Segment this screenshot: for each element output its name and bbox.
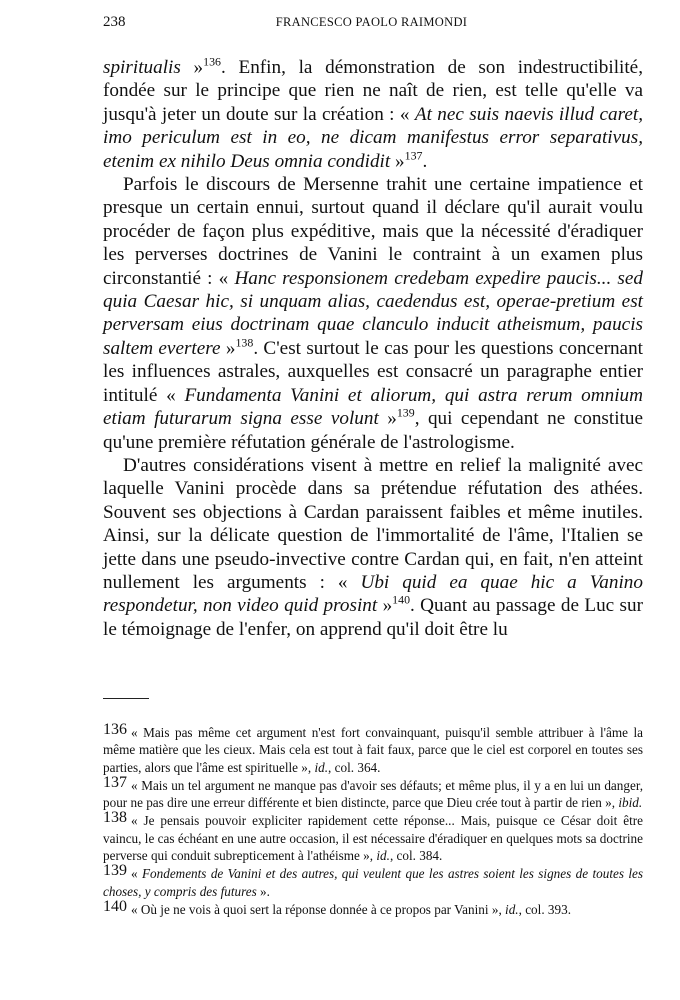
footnote-ref: 136 — [203, 54, 221, 69]
footnote-number: 139 — [103, 862, 127, 880]
footnote-ref: 139 — [396, 405, 415, 420]
footnote-ref: 138 — [235, 335, 254, 350]
footnote: 139 « Fondements de Vanini et des autres, qui veulent que les astres soient les signes de toutes les choses, y compris des futures ». — [103, 862, 644, 899]
footnote-number: 137 — [103, 773, 127, 791]
footnote-ref: 140 — [392, 592, 411, 607]
footnote: 137 « Mais un tel argument ne manque pas d'avoir ses défauts; et même plus, il y a en lui un danger, pour ne pas dire une erreur différente et bien distincte, parce que Dieu crée tout à partir de rien », ibid. — [103, 773, 643, 811]
footnote-number: 138 — [103, 809, 127, 827]
paragraph: Parfois le discours de Mersenne trahit une certaine impatience et presque un certain ennui, surtout quand il déclare qu'il aurait voulu procéder de façon plus expéditive, mais que la nécessité d'éradiquer les perverses doctrines de Vanini le contraint à un examen plus circonstantié : « Hanc responsionem credebam expedire paucis... sed quia Caesar hic, si unquam alias, caedendus est, operae-pretium est perversam eius doctrinam quae clanculo inducit atheismum, paucis saltem evertere »$^{138}$. C'est surtout le cas pour les questions concernant les influences astrales, auxquelles est consacré un paragraphe entier intitulé « Fundamenta Vanini et aliorum, qui astra rerum omnium etiam futurarum signa esse volunt »$^{139}$, qui cependant ne constitue qu'une première réfutation générale de l'astrologisme. — [103, 174, 644, 453]
footnote-ref: 137 — [404, 148, 423, 163]
page-number: 238 — [103, 14, 126, 30]
footnotes — [103, 721, 644, 919]
footnote-number: 136 — [103, 721, 127, 738]
footnote: 140 « Où je ne vois à quoi sert la réponse donnée à ce propos par Vanini », id., col. 393. — [103, 897, 571, 917]
paragraph: spiritualis »$^{136}$. Enfin, la démonstration de son indestructibilité, fondée sur le principe que rien ne naît de rien, est telle qu'elle va jusqu'à jeter un doute sur la création : « At nec suis naevis illud caret, imo periculum est in eo, ne dicam manifestus error separativus, etenim ex nihilo Deus omnia condidit »$^{137}$. — [103, 54, 643, 172]
main-text — [103, 56, 643, 641]
footnote: 138 « Je pensais pouvoir expliciter rapidement cette réponse... Mais, puisque ce César doit être vaincu, le cas échéant en une autre occasion, il est nécessaire d'éradiquer en quelques mots sa doctrine perverse qui conduit subrepticement à l'athéisme », id., col. 384. — [103, 809, 643, 864]
page-header — [103, 14, 640, 38]
running-head: FRANCESCO PAOLO RAIMONDI — [275, 15, 468, 29]
paragraph: D'autres considérations visent à mettre en relief la malignité avec laquelle Vanini procède dans sa prétendue réfutation des athées. Souvent ses objections à Cardan paraissent faibles et même inutiles. Ainsi, sur la délicate question de l'immortalité de l'âme, l'Italien se jette dans une pseudo-invective contre Cardan qui, en fait, n'en atteint nullement les arguments : « Ubi quid ea quae hic a Vanino respondetur, non video quid prosint »$^{140}$. Quant au passage de Luc sur le témoignage de l'enfer, on apprend qu'il doit être lu — [103, 454, 643, 640]
footnote-separator — [103, 698, 149, 699]
footnote: 136 « Mais pas même cet argument n'est fort convainquant, puisqu'il semble attribuer à l'âme la même matière que les cieux. Mais cela est tout à fait faux, parce que le ciel est corporel en toutes ses parties, alors que l'âme est spirituelle », id., col. 364. — [103, 721, 643, 775]
footnote-number: 140 — [103, 897, 127, 915]
